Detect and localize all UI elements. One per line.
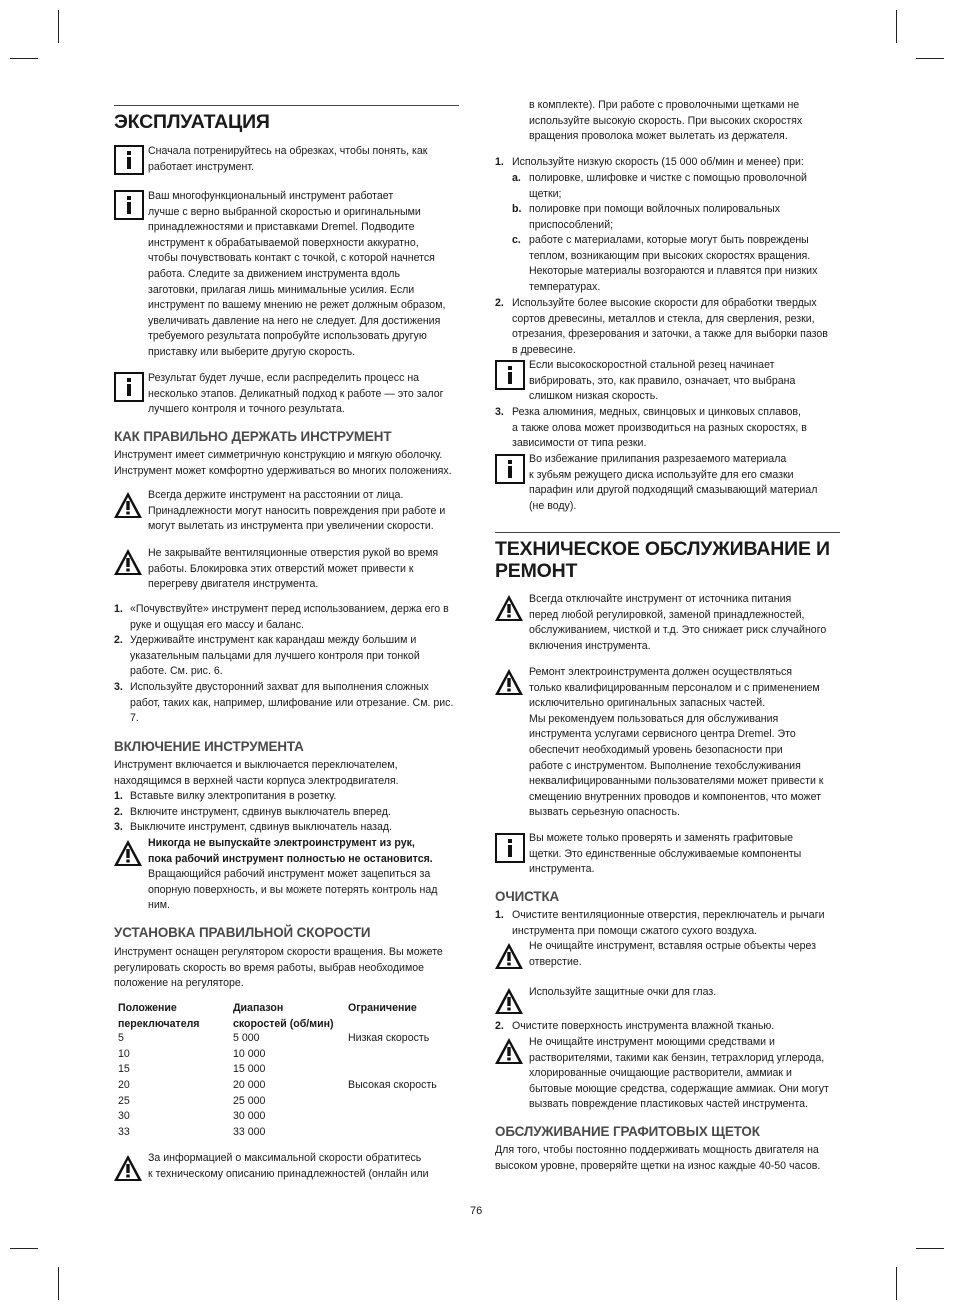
list-number: 1.	[114, 790, 123, 802]
list-number: 3.	[495, 406, 504, 418]
brush-text	[495, 1143, 840, 1174]
text-line: Для того, чтобы постоянно поддерживать мощность двигателя на	[495, 1144, 819, 1156]
clean-list-2	[495, 1019, 840, 1035]
text-line: Ремонт электроинструмента должен осуществляться	[529, 666, 793, 678]
section-title-operation: ЭКСПЛУАТАЦИЯ	[114, 111, 270, 133]
text-line: Диапазон	[233, 1002, 284, 1014]
sub-item-a	[512, 171, 842, 202]
info-note-practice	[148, 144, 463, 175]
table-cell: 33 000	[233, 1125, 266, 1138]
text-line: бытовые моющие средства, содержащие аммиак. Они могут	[529, 1082, 829, 1095]
text-line: полировке при помощи войлочных полировальных	[529, 203, 781, 215]
table-cell	[348, 1126, 463, 1142]
text-line: несколько этапов. Деликатный подход к работе — это залог	[148, 387, 444, 400]
list-number: 3.	[114, 821, 123, 834]
list-number: 2.	[114, 634, 123, 646]
table-cell	[348, 1110, 463, 1126]
text-line: Некоторые материалы возгораются и плавятся при низких	[529, 265, 818, 278]
text-line: вращения проволока может вылетать из держателя.	[529, 130, 788, 143]
text-line: полировке, шлифовке и чистке с помощью проволочной	[529, 172, 807, 184]
text-line: находящимся в верхней части корпуса электродвигателя.	[114, 774, 399, 787]
list-item: Используйте низкую скорость (15 000 об/мин и менее) при:	[512, 156, 804, 168]
table-row	[118, 1126, 463, 1142]
text-line: работе с материалами, которые могут быть повреждены	[529, 234, 809, 246]
text-line: инструмента при помощи сжатого сухого воздуха.	[512, 924, 758, 937]
list-item	[130, 680, 464, 727]
list-number: 2.	[114, 805, 123, 818]
table-cell: 15	[118, 1063, 130, 1076]
heading-switch: ВКЛЮЧЕНИЕ ИНСТРУМЕНТА	[114, 739, 304, 754]
text-line: Результат будет лучше, если распределить процесс на	[148, 372, 420, 384]
speed-table	[118, 1001, 463, 1141]
warning-repair	[529, 665, 844, 821]
text-line: ТЕХНИЧЕСКОЕ ОБСЛУЖИВАНИЕ И	[495, 538, 830, 560]
text-line: высоком уровне, проверяйте щетки на износ каждые 40-50 часов.	[495, 1159, 821, 1172]
list-number: 1.	[114, 603, 123, 615]
text-line: Если высокоскоростной стальной резец начинает	[529, 359, 775, 371]
speed-text	[114, 945, 464, 992]
text-line: перед любой регулировкой, заменой принадлежностей,	[529, 608, 805, 621]
text-line: используйте высокую скорость. При высоких скоростях	[529, 114, 803, 127]
text-line: сортов древесины, металлов и стекла, для сверления, резки,	[512, 312, 815, 325]
list-letter: a.	[512, 172, 521, 184]
text-line: Сначала потренируйтесь на обрезках, чтобы понять, как	[148, 145, 428, 157]
text-line: Инструмент имеет симметричную конструкцию и мягкую оболочку.	[114, 449, 443, 461]
heading-hold: КАК ПРАВИЛЬНО ДЕРЖАТЬ ИНСТРУМЕНТ	[114, 429, 392, 444]
text-line: (не воду).	[529, 499, 577, 512]
crop-mark	[10, 58, 38, 59]
warning-icon	[494, 667, 524, 697]
warning-release	[148, 867, 463, 914]
table-cell	[348, 1048, 463, 1064]
heading-speed: УСТАНОВКА ПРАВИЛЬНОЙ СКОРОСТИ	[114, 925, 371, 940]
table-cell	[348, 1063, 463, 1079]
list-item: Выключите инструмент, сдвинув выключатель назад.	[130, 821, 393, 834]
text-line: могут вылетать из инструмента при увеличении скорости.	[148, 520, 434, 533]
text-line: только квалифицированным персоналом и с применением	[529, 681, 820, 694]
text-line: Принадлежности могут наносить повреждения при работе и	[148, 504, 446, 517]
warning-detergents	[529, 1035, 844, 1113]
text-line: Резка алюминия, медных, свинцовых и цинковых сплавов,	[512, 406, 801, 418]
text-line: регулировать скорость во время работы, выбрав необходимое	[114, 961, 425, 974]
text-line: инструмент к обрабатываемой поверхности аккуратно,	[148, 236, 419, 249]
text-line: приспособлений;	[529, 218, 614, 231]
text-line: температурах.	[529, 280, 601, 293]
text-line: смещению внутренних проводов и компонентов, что может	[529, 790, 821, 803]
text-line: Очистите вентиляционные отверстия, переключатель и рычаги	[512, 909, 825, 921]
warning-icon	[494, 1036, 524, 1066]
speed-list-1	[495, 155, 840, 171]
table-row	[118, 1048, 463, 1064]
text-line: 7.	[130, 712, 139, 725]
warning-sharp-objects	[529, 939, 844, 970]
column-header-position	[118, 1001, 233, 1032]
table-cell: Низкая скорость	[348, 1032, 430, 1045]
text-line: Вы можете только проверять и заменять графитовые	[529, 832, 794, 844]
text-line: «Почувствуйте» инструмент перед использованием, держа его в	[130, 603, 449, 615]
text-line: ним.	[148, 899, 170, 912]
text-line: Всегда держите инструмент на расстоянии от лица.	[148, 489, 404, 501]
text-line: лучшего контроля и точного результата.	[148, 403, 345, 416]
text-line: в древесине.	[512, 343, 576, 356]
switch-list	[114, 789, 464, 836]
text-line: Ваш многофункциональный инструмент работает	[148, 190, 394, 202]
heading-brushes: ОБСЛУЖИВАНИЕ ГРАФИТОВЫХ ЩЕТОК	[495, 1124, 760, 1139]
text-line: парафин или другой подходящий смазывающий материал	[529, 484, 818, 497]
text-line: Удерживайте инструмент как карандаш между большим и	[130, 634, 417, 646]
clean-list-1	[495, 908, 840, 939]
text-line: растворителями, такими как бензин, тетрахлорид углерода,	[529, 1051, 825, 1064]
table-cell: 10 000	[233, 1047, 266, 1060]
warning-icon	[494, 986, 524, 1016]
text-line: Не очищайте инструмент, вставляя острые объекты через	[529, 940, 817, 952]
info-note-lubricant	[529, 452, 844, 514]
column-header-limit	[348, 1001, 463, 1032]
table-cell: 15 000	[233, 1063, 266, 1076]
warning-icon	[113, 490, 143, 520]
list-number: 3.	[114, 681, 123, 693]
warning-icon	[113, 1153, 143, 1183]
sub-item-c	[512, 233, 842, 295]
text-line: Ограничение	[348, 1002, 417, 1014]
info-note-brushes	[529, 831, 844, 878]
info-icon	[495, 360, 525, 390]
warning-max-speed	[148, 1151, 463, 1182]
list-number: 2.	[495, 1020, 504, 1032]
text-line: указательным пальцами для лучшего контроля при тонкой	[130, 649, 420, 662]
list-item	[130, 602, 464, 633]
page-number: 76	[470, 1205, 483, 1217]
warning-icon	[113, 838, 143, 868]
text-line: Положение	[118, 1002, 177, 1014]
table-row	[118, 1110, 463, 1126]
text-line: включения инструмента.	[529, 639, 651, 652]
text-line: лучше с верно выбранной скоростью и оригинальными	[148, 205, 421, 218]
text-line: опорную поверхность, и вы можете потерять контроль над	[148, 883, 438, 896]
hold-list	[114, 602, 464, 727]
table-row	[118, 1095, 463, 1111]
warning-goggles	[529, 985, 844, 1001]
speed-list-3	[495, 405, 840, 452]
text-line: вызвать серьезную опасность.	[529, 806, 680, 819]
text-line: неквалифицированными пользователями может привести к	[529, 775, 824, 788]
table-cell: 30	[118, 1110, 130, 1123]
text-line: Используйте более высокие скорости для обработки твердых	[512, 297, 817, 309]
text-line: к зубьям режущего диска используйте для его смазки	[529, 468, 794, 481]
text-line: работе. См. рис. 6.	[130, 665, 223, 678]
info-icon	[114, 372, 144, 402]
crop-mark	[916, 1248, 944, 1249]
text-line: За информацией о максимальной скорости обратитесь	[148, 1152, 422, 1164]
text-line: работы. Блокировка этих отверстий может привести к	[148, 562, 414, 575]
info-icon	[495, 454, 525, 484]
list-number: 2.	[495, 297, 504, 309]
text-line: отверстие.	[529, 955, 582, 968]
text-line: работ, таких как, например, шлифование или отрезание. См. рис.	[130, 696, 454, 709]
text-line: а также олова может производиться на разных скоростях, в	[512, 421, 807, 434]
text-line: Мы рекомендуем пользоваться для обслуживания	[529, 712, 779, 725]
text-line: слишком низкая скорость.	[529, 390, 659, 403]
text-line	[348, 1017, 463, 1033]
text-line: Инструмент может комфортно удерживаться во многих положениях.	[114, 464, 452, 477]
text-line: заготовки, прилагая лишь минимальные усилия. Если	[148, 283, 415, 296]
text-line: Всегда отключайте инструмент от источника питания	[529, 593, 792, 605]
warning-face	[148, 488, 463, 535]
text-line: щетки;	[529, 187, 562, 200]
text-line: зависимости от типа резки.	[512, 437, 647, 450]
text-line: Никогда не выпускайте электроинструмент из рук,	[148, 837, 415, 849]
table-cell: 5 000	[233, 1032, 260, 1045]
text-line: инструмент по вашему мнению не режет должным образом,	[148, 299, 446, 312]
table-cell	[348, 1095, 463, 1111]
table-cell: 25	[118, 1094, 130, 1107]
table-row	[118, 1079, 463, 1095]
continued-text	[529, 98, 844, 145]
text-line: переключателя	[118, 1017, 200, 1030]
list-item	[130, 633, 464, 680]
warning-unplug	[529, 592, 844, 654]
text-line: РЕМОНТ	[495, 560, 578, 582]
info-icon	[114, 190, 144, 220]
crop-mark	[896, 1267, 897, 1300]
list-number: 1.	[495, 156, 504, 168]
column-header-speed	[233, 1001, 348, 1032]
speed-list-2	[495, 296, 840, 358]
list-number: 1.	[495, 909, 504, 921]
list-item: Очистите поверхность инструмента влажной тканью.	[512, 1020, 775, 1032]
text-line: вибрировать, это, как правило, означает, что выбрана	[529, 374, 796, 387]
text-line: Используйте защитные очки для глаз.	[529, 986, 717, 998]
text-line: в комплекте). При работе с проволочными щетками не	[529, 99, 800, 111]
table-cell: 33	[118, 1125, 130, 1138]
text-line: исключительно оригинальных запасных частей.	[529, 697, 766, 710]
info-icon	[495, 833, 525, 863]
hold-text	[114, 448, 464, 479]
info-icon	[114, 145, 144, 175]
text-line: Инструмент включается и выключается переключателем,	[114, 759, 398, 771]
text-line: работа. Следите за движением инструмента вдоль	[148, 267, 400, 280]
section-title-maintenance	[495, 538, 840, 582]
crop-mark	[58, 1267, 59, 1300]
text-line: щетки. Это единственные обслуживаемые компоненты	[529, 847, 802, 860]
warning-icon	[494, 593, 524, 623]
text-line: Используйте двусторонний захват для выполнения сложных	[130, 681, 429, 693]
table-cell: 30 000	[233, 1110, 266, 1123]
text-line: чтобы почувствовать контакт с точкой, с которой начнется	[148, 252, 435, 265]
info-note-speed	[148, 189, 463, 361]
text-line: Инструмент оснащен регулятором скорости вращения. Вы можете	[114, 946, 443, 958]
text-line: к техническому описанию принадлежностей (онлайн или	[148, 1167, 429, 1180]
crop-mark	[10, 1248, 38, 1249]
crop-mark	[896, 10, 897, 43]
text-line: инструмента услугами сервисного центра Dremel. Это	[529, 728, 796, 741]
switch-text	[114, 758, 464, 789]
sub-item-b	[512, 202, 842, 233]
text-line: Вращающийся рабочий инструмент может зацепиться за	[148, 868, 431, 880]
section-rule	[495, 532, 840, 533]
table-cell: 20	[118, 1078, 130, 1091]
text-line: хлорированные очищающие растворители, аммиак и	[529, 1067, 792, 1080]
warning-icon	[494, 941, 524, 971]
table-row	[118, 1063, 463, 1079]
section-rule	[114, 105, 459, 106]
text-line: Не очищайте инструмент моющими средствами и	[529, 1036, 775, 1048]
crop-mark	[58, 10, 59, 43]
text-line: инструмента.	[529, 863, 595, 876]
info-note-stages	[148, 371, 463, 418]
text-line: увеличивать давление на него не следует. Для достижения	[148, 314, 441, 327]
text-line: вызвать повреждение пластиковых частей инструмента.	[529, 1098, 808, 1111]
heading-cleaning: ОЧИСТКА	[495, 889, 560, 904]
text-line: положение на регуляторе.	[114, 977, 244, 990]
text-line: отрезания, фрезерования и заточки, а также для выборки пазов	[512, 328, 828, 341]
text-line: приставку или выберите другую скорость.	[148, 345, 356, 358]
table-cell: 25 000	[233, 1094, 266, 1107]
text-line: пока рабочий инструмент полностью не остановится.	[148, 852, 433, 865]
list-letter: c.	[512, 234, 521, 246]
table-cell: 20 000	[233, 1078, 266, 1091]
table-cell: 5	[118, 1032, 124, 1045]
text-line: скоростей (об/мин)	[233, 1017, 334, 1030]
text-line: обслуживанием, чисткой и т.д. Это снижает риск случайного	[529, 624, 827, 637]
table-row	[118, 1032, 463, 1048]
warning-vents	[148, 546, 463, 593]
text-line: теплом, возникающим при высоких скоростях вращения.	[529, 249, 811, 262]
text-line: обеспечит необходимый уровень безопасности при	[529, 743, 783, 756]
warning-release-bold	[148, 836, 463, 867]
table-cell: 10	[118, 1047, 130, 1060]
text-line: Во избежание прилипания разрезаемого материала	[529, 453, 787, 465]
text-line: перегреву двигателя инструмента.	[148, 578, 319, 591]
text-line: Не закрывайте вентиляционные отверстия рукой во время	[148, 547, 439, 559]
info-note-cutter	[529, 358, 844, 405]
table-cell: Высокая скорость	[348, 1078, 437, 1091]
text-line: работает инструмент.	[148, 160, 254, 173]
text-line: требуемого результата попробуйте использовать другую	[148, 330, 427, 343]
list-item: Вставьте вилку электропитания в розетку.	[130, 790, 337, 802]
warning-icon	[113, 547, 143, 577]
text-line: принадлежностями и приставками Dremel. Подводите	[148, 221, 415, 234]
crop-mark	[916, 58, 944, 59]
table-header-row	[118, 1001, 463, 1032]
text-line: руке и ощущая его массу и баланс.	[130, 618, 304, 631]
text-line: работе с инструментом. Выполнение техобслуживания	[529, 759, 801, 772]
list-item: Включите инструмент, сдвинув выключатель вперед.	[130, 805, 391, 818]
list-letter: b.	[512, 203, 522, 215]
